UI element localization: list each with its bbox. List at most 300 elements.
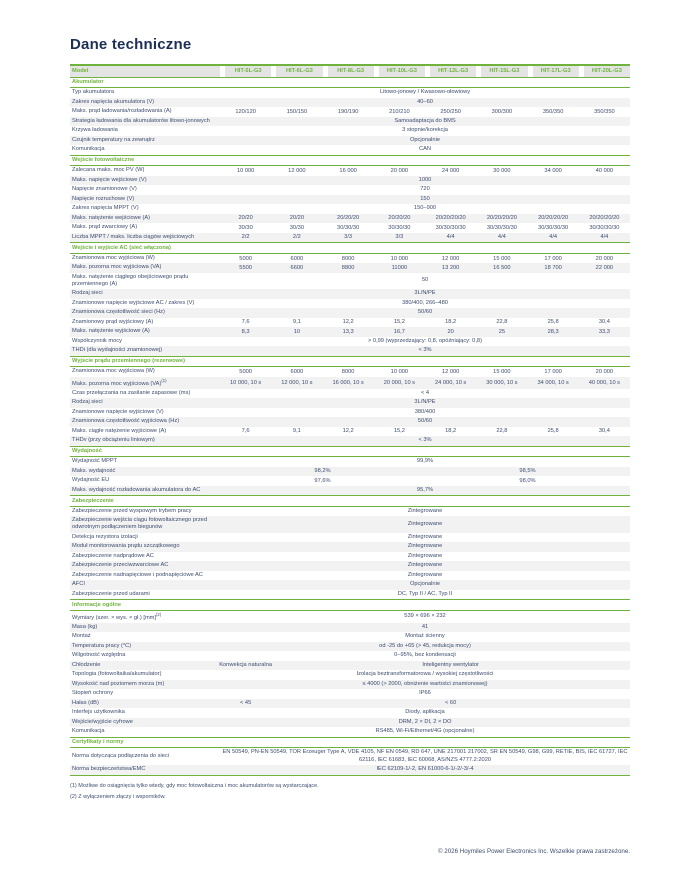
spec-value: 20/20/20/20 — [435, 215, 466, 222]
spec-label-text: Zabezpieczenie przeciwzwarciowe AC — [72, 562, 169, 569]
spec-values — [220, 273, 630, 289]
footnote-1: (1) Możliwe do osiągnięcia tylko wtedy, gdy moc fotowoltaiczna i moc akumulatorów są wystarczające. — [70, 782, 319, 789]
spec-values — [220, 136, 630, 146]
spec-values — [220, 561, 630, 571]
spec-label-text: Znamionowa częstotliwość wyjściowa (Hz) — [72, 418, 180, 425]
spec-value: 8000 — [341, 255, 355, 262]
spec-values — [220, 748, 630, 765]
spec-values — [220, 590, 630, 600]
spec-row — [70, 611, 630, 623]
spec-label-text: Topologia (fotowoltaika/akumulator) — [72, 671, 162, 678]
spec-value: EN 50549, PN-EN 50549, TOR Erzeuger Type A, VDE 4105, NF EN 0549, RD 647, UNE 217001 217002, SR EN 50549, G98, G99, RETIE, BIS, IEC 61727, IEC 62116, IEC 61683, IEC 60068, AS/NZS 4777.2:2020 — [222, 749, 628, 763]
spec-label — [70, 552, 220, 561]
spec-value: 50/60 — [417, 418, 433, 425]
spec-values — [220, 571, 630, 581]
spec-values — [220, 367, 630, 377]
spec-values — [220, 88, 630, 98]
spec-label-text: Komunikacja — [72, 146, 105, 153]
spec-value: 4/4 — [600, 234, 609, 241]
spec-label-text: AFCI — [72, 581, 85, 588]
spec-row — [70, 727, 630, 737]
spec-row — [70, 533, 630, 543]
spec-label — [70, 346, 220, 355]
spec-value: 25,8 — [547, 428, 559, 435]
spec-value: 720 — [420, 186, 430, 193]
spec-row — [70, 571, 630, 581]
spec-row — [70, 689, 630, 699]
spec-row — [70, 308, 630, 318]
spec-value: 3 stopnie/korekcja — [402, 127, 448, 134]
spec-value: IEC 62109-1/-2, EN 61000-6-1/-2/-3/-4 — [376, 766, 474, 773]
spec-value: 22,8 — [496, 428, 508, 435]
spec-row — [70, 223, 630, 233]
spec-label-text: Maks. pozorna moc wyjściowa (VA) — [72, 264, 162, 271]
spec-value: 150/150 — [286, 108, 308, 115]
spec-label-text: Znamionowa częstotliwość sieci (Hz) — [72, 309, 165, 316]
spec-label-text: Czas przełączania na zasilanie zapasowe (ms) — [72, 389, 191, 396]
spec-label — [70, 580, 220, 589]
spec-label — [70, 417, 220, 426]
spec-value: 18,2 — [445, 428, 457, 435]
spec-label-text: THDv (przy obciążeniu liniowym) — [72, 437, 155, 444]
spec-label-text: Wysokość nad poziomem morza (m) — [72, 680, 165, 687]
spec-label-text: Hałas (dB) — [72, 699, 99, 706]
section-title: Wydajność — [70, 447, 630, 458]
spec-value: 16,7 — [393, 328, 405, 335]
spec-row — [70, 204, 630, 214]
spec-values — [220, 623, 630, 633]
spec-values — [220, 233, 630, 243]
spec-label — [70, 642, 220, 651]
spec-value: 30/30/30/30 — [589, 224, 620, 231]
spec-row — [70, 623, 630, 633]
spec-label — [70, 571, 220, 580]
spec-label — [70, 727, 220, 736]
model-name: HIT-12L-G3 — [425, 66, 476, 77]
spec-value: 20/20/20 — [337, 215, 360, 222]
spec-label — [70, 651, 220, 660]
spec-value: 5000 — [239, 255, 252, 262]
spec-label-text: Norma bezpieczeństwa/EMC — [72, 766, 146, 773]
spec-label — [70, 689, 220, 698]
spec-label-text: Moduł monitorowania prądu szczątkowego — [72, 543, 180, 550]
spec-value: 98,5% — [519, 468, 536, 475]
table-section — [70, 599, 630, 737]
spec-values — [220, 727, 630, 737]
spec-values — [220, 176, 630, 186]
spec-label-text: Maks. pozorna moc wyjściowa (VA) — [72, 380, 162, 387]
spec-value: 30/30 — [238, 224, 253, 231]
spec-row — [70, 254, 630, 264]
spec-label — [70, 670, 220, 679]
spec-value: 24 000, 10 s — [434, 379, 467, 386]
spec-values — [220, 308, 630, 318]
spec-value: 50/60 — [417, 309, 433, 316]
spec-label-text: Napięcie znamionowe (V) — [72, 186, 137, 193]
spec-value: 300/300 — [491, 108, 513, 115]
spec-values — [220, 389, 630, 399]
spec-value: 2/2 — [292, 234, 301, 241]
model-name: HIT-8L-G3 — [323, 66, 374, 77]
spec-label — [70, 273, 220, 289]
spec-label-text: Chłodzenie — [72, 661, 101, 668]
spec-value: 7,6 — [241, 428, 250, 435]
spec-value: 8,3 — [241, 328, 250, 335]
spec-label-text: Zabezpieczenie wejścia ciągu fotowoltaicznego przed odwrotnym podłączeniem biegunów — [72, 517, 207, 531]
spec-label — [70, 223, 220, 232]
spec-label-text: Zabezpieczenie nadprądowe AC — [72, 552, 154, 559]
spec-value: > 0,99 (wyprzedzający: 0,8, opóźniający: 0,8) — [368, 337, 482, 344]
footnote-marker: (1) — [161, 377, 167, 383]
spec-label-text: THDi (dla wydajności znamionowej) — [72, 347, 163, 354]
spec-label-text: Zalecana maks. moc PV (W) — [72, 167, 145, 174]
spec-row — [70, 708, 630, 718]
spec-label — [70, 377, 220, 389]
spec-row — [70, 117, 630, 127]
spec-label — [70, 408, 220, 417]
spec-value: 40 000, 10 s — [588, 379, 621, 386]
spec-value: Opcjonalnie — [409, 136, 441, 143]
spec-values — [220, 337, 630, 347]
spec-label — [70, 107, 220, 116]
spec-label — [70, 457, 220, 466]
spec-label-text: Maks. wydajność rozładowania akumulatora do AC — [72, 486, 201, 493]
spec-label-text: Znamionowe napięcie wyjściowe (V) — [72, 408, 164, 415]
spec-value: 18,2 — [445, 319, 457, 326]
spec-label — [70, 204, 220, 213]
spec-label — [70, 680, 220, 689]
spec-label — [70, 98, 220, 107]
spec-value: 12,2 — [342, 319, 354, 326]
spec-values — [220, 185, 630, 195]
spec-label — [70, 263, 220, 272]
spec-value: 4/4 — [549, 234, 558, 241]
spec-value: 20 000 — [595, 368, 614, 375]
spec-label — [70, 708, 220, 717]
model-name: HIT-6L-G3 — [271, 66, 322, 77]
spec-value: 250/250 — [440, 108, 461, 115]
spec-row — [70, 486, 630, 496]
spec-value: 12,2 — [342, 428, 354, 435]
spec-label — [70, 590, 220, 599]
spec-values — [220, 417, 630, 427]
spec-value: 22,8 — [496, 319, 508, 326]
spec-values — [220, 117, 630, 127]
spec-row — [70, 327, 630, 337]
spec-value: Montaż ścienny — [405, 633, 445, 640]
spec-row — [70, 126, 630, 136]
spec-table — [70, 64, 630, 776]
spec-value: 41 — [421, 623, 429, 630]
spec-value: Opcjonalnie — [409, 581, 441, 588]
spec-value: 18 700 — [544, 265, 562, 272]
spec-values — [220, 398, 630, 408]
spec-row — [70, 718, 630, 728]
spec-value: 40 000 — [595, 167, 614, 174]
spec-values — [220, 708, 630, 718]
spec-label-text: Znamionowa moc wyjściowa (W) — [72, 254, 155, 261]
spec-label-text: Strategia ładowania dla akumulatorów litowo-jonowych — [72, 117, 210, 124]
spec-value: 350/350 — [594, 108, 615, 115]
spec-value: 30/30/30/30 — [538, 224, 569, 231]
spec-label — [70, 389, 220, 398]
spec-value: 20/20 — [238, 215, 253, 222]
spec-label-text: Maks. prąd ładowania/rozładowania (A) — [72, 108, 172, 115]
spec-values — [220, 552, 630, 562]
spec-values — [220, 542, 630, 552]
spec-label-text: Rodzaj sieci — [72, 399, 103, 406]
spec-value: 50 — [421, 277, 429, 284]
spec-values — [220, 263, 630, 273]
spec-label-text: Liczba MPPT / maks. liczba ciągów wejściowych — [72, 233, 195, 240]
spec-value: Zintegrowane — [407, 571, 443, 578]
spec-value: 2/2 — [241, 234, 250, 241]
spec-values — [220, 689, 630, 699]
spec-value: 34 000 — [544, 167, 562, 174]
spec-value: 30,4 — [598, 428, 610, 435]
spec-label-text: Wejście/wyjście cyfrowe — [72, 718, 133, 725]
spec-label — [70, 214, 220, 223]
spec-value: ≤ 4000 (> 2000, obniżenie wartości znamionowej) — [362, 680, 488, 687]
spec-value: 7,6 — [241, 319, 250, 326]
spec-value: 98,0% — [519, 477, 536, 484]
spec-value: 8000 — [341, 368, 355, 375]
spec-label-text: Maks. prąd zwarciowy (A) — [72, 224, 138, 231]
spec-value: 210/210 — [389, 108, 410, 115]
spec-label-text: Detekcja rezystora izolacji — [72, 533, 138, 540]
spec-value: 3/3 — [344, 234, 353, 241]
spec-value: 20 — [447, 328, 454, 335]
spec-values — [220, 299, 630, 309]
spec-row — [70, 185, 630, 195]
spec-label — [70, 542, 220, 551]
spec-value: 15 000 — [493, 255, 511, 262]
spec-value: 20/20/20/20 — [486, 215, 517, 222]
spec-row — [70, 476, 630, 486]
spec-label — [70, 561, 220, 570]
spec-row — [70, 136, 630, 146]
spec-values — [220, 166, 630, 176]
spec-values — [220, 377, 630, 389]
spec-value: 539 × 696 × 232 — [404, 612, 446, 619]
spec-value: Zintegrowane — [407, 543, 443, 550]
spec-label — [70, 126, 220, 135]
spec-row — [70, 176, 630, 186]
spec-value: DRM, 2 × DI, 2 × DO — [398, 718, 452, 725]
spec-value: 99,9% — [416, 458, 434, 465]
spec-value: od -25 do +65 (> 45, redukcja mocy) — [379, 642, 471, 649]
footnote-marker: (2) — [156, 611, 162, 617]
spec-value: 10 000 — [390, 368, 409, 375]
spec-value: 30,4 — [598, 319, 610, 326]
spec-value: 30 000, 10 s — [486, 379, 518, 386]
spec-value: 20 000 — [390, 167, 409, 174]
spec-value: 40–60 — [417, 98, 433, 105]
spec-label-text: Maks. natężenie ciągłego obejściowego prądu przemiennego (A) — [72, 273, 189, 287]
spec-values — [220, 680, 630, 690]
spec-label-text: Wymiary (szer. × wys. × gł.) [mm] — [72, 614, 157, 621]
spec-values — [220, 632, 630, 642]
model-name: HIT-10L-G3 — [374, 66, 425, 77]
spec-value: 380/400, 266–480 — [402, 299, 448, 306]
spec-value: 17 000 — [544, 255, 562, 262]
spec-label — [70, 516, 220, 532]
spec-value: 15,2 — [393, 319, 405, 326]
spec-values — [220, 327, 630, 337]
spec-row — [70, 436, 630, 446]
spec-value: 10 000, 10 s — [229, 379, 262, 386]
spec-values — [220, 533, 630, 543]
spec-values — [220, 254, 630, 264]
spec-value: 150 — [420, 195, 430, 202]
spec-value: < 3% — [418, 437, 432, 444]
spec-values — [220, 670, 630, 680]
spec-value: 10 000 — [390, 255, 409, 262]
spec-label — [70, 185, 220, 194]
section-title: Informacje ogólne — [70, 600, 630, 611]
spec-label-text: Wydajność EU — [72, 477, 110, 484]
spec-value: 13 200 — [441, 265, 460, 272]
spec-row — [70, 398, 630, 408]
spec-value: Samoadaptacja do BMS — [394, 117, 456, 124]
spec-label — [70, 436, 220, 445]
spec-value: 5000 — [239, 368, 252, 375]
spec-value: 10 000 — [236, 167, 255, 174]
spec-values — [220, 318, 630, 328]
spec-label-text: Współczynnik mocy — [72, 337, 122, 344]
spec-values — [220, 651, 630, 661]
spec-label-text: Wydajność MPPT — [72, 458, 118, 465]
section-title: Wejście fotowoltaiczne — [70, 156, 630, 167]
spec-label — [70, 176, 220, 185]
spec-row — [70, 273, 630, 289]
spec-value: 6600 — [290, 265, 304, 272]
spec-value: DC, Typ II / AC, Typ II — [397, 590, 453, 597]
spec-label-text: Czujnik temperatury na zewnątrz — [72, 136, 155, 143]
spec-label-text: Norma dotycząca podłączenia do sieci — [72, 753, 170, 760]
spec-row — [70, 389, 630, 399]
spec-row — [70, 561, 630, 571]
spec-label — [70, 289, 220, 298]
spec-row — [70, 457, 630, 467]
table-section — [70, 155, 630, 243]
spec-value: 350/350 — [542, 108, 564, 115]
spec-label-text: Znamionowe napięcie wyjściowe AC / zakres (V) — [72, 299, 195, 306]
spec-label — [70, 233, 220, 242]
spec-value: 16 000 — [339, 167, 357, 174]
spec-label — [70, 367, 220, 376]
spec-row — [70, 145, 630, 155]
spec-value: 5500 — [239, 265, 252, 272]
spec-values — [220, 98, 630, 108]
spec-row — [70, 661, 630, 671]
spec-row — [70, 166, 630, 176]
spec-value: 6000 — [290, 368, 304, 375]
footnotes — [70, 781, 630, 803]
spec-value: 97,6% — [314, 477, 331, 484]
spec-label — [70, 632, 220, 641]
spec-label — [70, 507, 220, 516]
spec-value: 380/400 — [414, 408, 436, 415]
spec-row — [70, 299, 630, 309]
spec-label — [70, 254, 220, 263]
spec-value: 25 — [498, 328, 506, 335]
spec-values — [220, 408, 630, 418]
spec-value: 11000 — [391, 265, 408, 272]
spec-value: 20 000, 10 s — [383, 379, 416, 386]
spec-row — [70, 670, 630, 680]
spec-value: 6000 — [290, 255, 304, 262]
spec-value: < 60 — [445, 700, 457, 707]
model-name: HIT-17L-G3 — [528, 66, 579, 77]
spec-label-text: Wilgotność względna — [72, 652, 126, 659]
spec-value: 22 000 — [595, 265, 614, 272]
spec-row — [70, 651, 630, 661]
spec-label-text: Maks. wydajność — [72, 467, 116, 474]
spec-row — [70, 367, 630, 377]
spec-values — [220, 214, 630, 224]
spec-row — [70, 318, 630, 328]
spec-row — [70, 552, 630, 562]
spec-label — [70, 88, 220, 97]
spec-value: 20/20/20/20 — [589, 215, 620, 222]
spec-values — [220, 126, 630, 136]
spec-values — [220, 516, 630, 532]
spec-value: < 3% — [418, 347, 432, 354]
spec-label — [70, 327, 220, 336]
spec-value: 20/20/20/20 — [538, 215, 569, 222]
spec-label-text: Maks. napięcie wejściowe (V) — [72, 176, 147, 183]
table-section — [70, 77, 630, 155]
spec-row — [70, 214, 630, 224]
spec-label — [70, 699, 220, 708]
spec-label-text: Typ akumulatora — [72, 89, 115, 96]
spec-values — [220, 507, 630, 517]
spec-label — [70, 476, 220, 485]
spec-values — [220, 580, 630, 590]
spec-value: 33,3 — [598, 328, 610, 335]
spec-value: 24 000 — [441, 167, 460, 174]
section-title: Zabezpieczenie — [70, 496, 630, 507]
spec-row — [70, 632, 630, 642]
spec-value: 190/190 — [337, 108, 359, 115]
spec-value: Zintegrowane — [407, 552, 443, 559]
spec-value: RS485, Wi-Fi/Ethernet/4G (opcjonalne) — [375, 728, 475, 735]
spec-label-text: Rodzaj sieci — [72, 290, 103, 297]
spec-value: 12 000 — [441, 255, 460, 262]
table-section — [70, 737, 630, 775]
spec-row — [70, 417, 630, 427]
spec-value: Konwekcja naturalna — [219, 662, 273, 669]
spec-label — [70, 117, 220, 126]
spec-value: 3L/N/PE — [414, 399, 436, 406]
spec-label — [70, 145, 220, 154]
spec-row — [70, 680, 630, 690]
spec-value: 98,2% — [314, 468, 331, 475]
copyright-text: © 2026 Hoymiles Power Electronics Inc. Wszelkie prawa zastrzeżone. — [438, 848, 630, 855]
spec-label — [70, 318, 220, 327]
spec-value: 4/4 — [446, 234, 455, 241]
spec-values — [220, 718, 630, 728]
spec-label-text: Zabezpieczenie przed wyspowym trybem pracy — [72, 508, 192, 515]
spec-values — [220, 486, 630, 496]
spec-value: 25,8 — [547, 319, 559, 326]
spec-row — [70, 580, 630, 590]
spec-row — [70, 337, 630, 347]
spec-value: 16 000, 10 s — [332, 379, 364, 386]
spec-row — [70, 289, 630, 299]
spec-value: 28,3 — [547, 328, 559, 335]
